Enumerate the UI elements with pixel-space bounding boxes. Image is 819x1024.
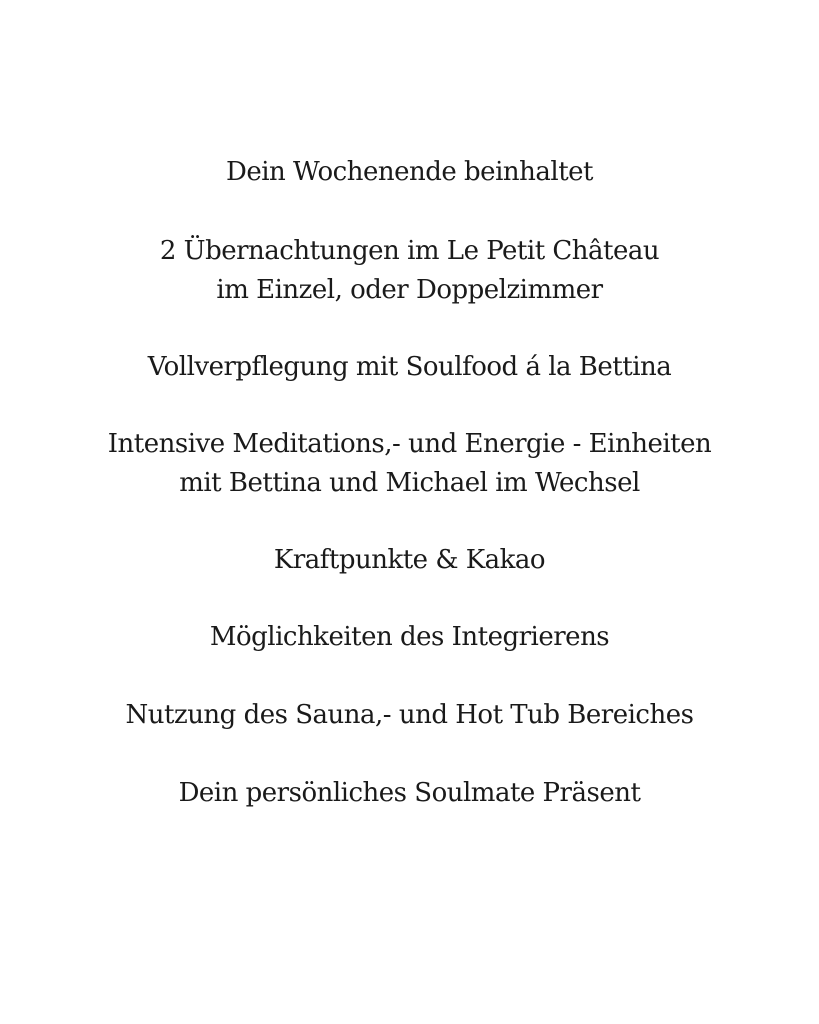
list-item-meditation-line-2: mit Bettina und Michael im Wechsel	[179, 468, 640, 498]
list-item-catering: Vollverpflegung mit Soulfood á la Bettina	[147, 352, 672, 382]
page-heading: Dein Wochenende beinhaltet	[226, 157, 593, 187]
list-item-kraftpunkte: Kraftpunkte & Kakao	[273, 545, 546, 575]
list-item-integration: Möglichkeiten des Integrierens	[209, 622, 610, 652]
list-item-meditation-line-1: Intensive Meditations,- und Energie - Einheiten	[107, 429, 712, 459]
list-item-overnight-line-1: 2 Übernachtungen im Le Petit Château	[159, 236, 660, 266]
list-item-overnight-line-2: im Einzel, oder Doppelzimmer	[216, 275, 603, 305]
list-item-gift: Dein persönliches Soulmate Präsent	[178, 778, 641, 808]
list-item-sauna: Nutzung des Sauna,- und Hot Tub Bereiches	[125, 700, 694, 730]
